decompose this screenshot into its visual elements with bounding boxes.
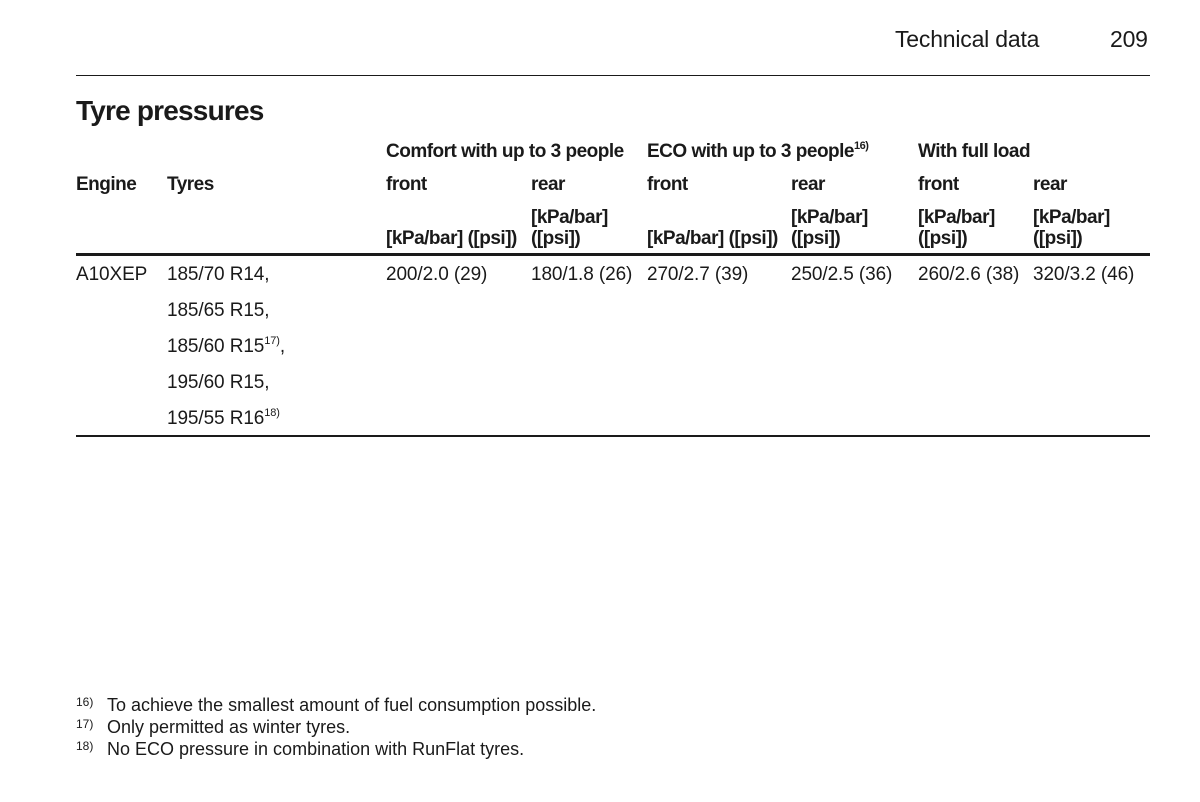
footnote-ref: 16) (854, 139, 869, 152)
unit-header: [kPa/bar] ([psi]) (918, 207, 995, 249)
table-bottom-rule (76, 435, 1150, 437)
pressure-full-front: 260/2.6 (38) (918, 264, 1020, 285)
footnote-ref: 17) (264, 334, 280, 347)
pressure-comfort-rear: 180/1.8 (26) (531, 264, 633, 285)
column-header-full-front: front (918, 174, 959, 195)
tyre-size: 185/70 R14, (167, 264, 270, 285)
pressure-eco-rear: 250/2.5 (36) (791, 264, 893, 285)
column-header-tyres: Tyres (167, 174, 214, 195)
unit-header: [kPa/bar] ([psi]) (386, 228, 517, 249)
unit-header: [kPa/bar] ([psi]) (1033, 207, 1110, 249)
footnote-mark: 16) (76, 695, 94, 709)
page-number: 209 (1110, 26, 1148, 52)
tyre-size: 195/55 R16$^{18)}$ (167, 406, 280, 429)
unit-header: [kPa/bar] ([psi]) (647, 228, 778, 249)
group-header-eco: ECO with up to 3 people$^{16)}$ (647, 139, 869, 162)
tyre-size: 195/60 R15, (167, 372, 270, 393)
footnote-text: To achieve the smallest amount of fuel consumption possible. (107, 695, 597, 715)
footnote (76, 735, 524, 760)
header-rule (76, 75, 1150, 76)
column-header-engine: Engine (76, 174, 137, 195)
footnote-mark: 17) (76, 717, 94, 731)
group-header-full-load: With full load (918, 141, 1031, 162)
column-header-comfort-rear: rear (531, 174, 565, 195)
column-header-full-rear: rear (1033, 174, 1067, 195)
footnote-ref: 18) (264, 406, 280, 419)
page-title: Tyre pressures (76, 95, 264, 126)
tyre-size: 185/65 R15, (167, 300, 270, 321)
table-header-rule (76, 253, 1150, 256)
unit-header: [kPa/bar] ([psi]) (531, 207, 608, 249)
footnote-mark: 18) (76, 739, 94, 753)
engine-cell: A10XEP (76, 264, 148, 285)
running-header-section: Technical data (895, 26, 1040, 52)
pressure-full-rear: 320/3.2 (46) (1033, 264, 1135, 285)
column-header-comfort-front: front (386, 174, 427, 195)
tyre-size: 185/60 R15$^{17)}$, (167, 334, 286, 357)
footnote-text: No ECO pressure in combination with RunFlat tyres. (107, 739, 525, 759)
group-header-comfort: Comfort with up to 3 people (386, 141, 624, 162)
column-header-eco-rear: rear (791, 174, 825, 195)
unit-header: [kPa/bar] ([psi]) (791, 207, 868, 249)
pressure-eco-front: 270/2.7 (39) (647, 264, 749, 285)
column-header-eco-front: front (647, 174, 688, 195)
footnote-text: Only permitted as winter tyres. (107, 717, 351, 737)
pressure-comfort-front: 200/2.0 (29) (386, 264, 488, 285)
